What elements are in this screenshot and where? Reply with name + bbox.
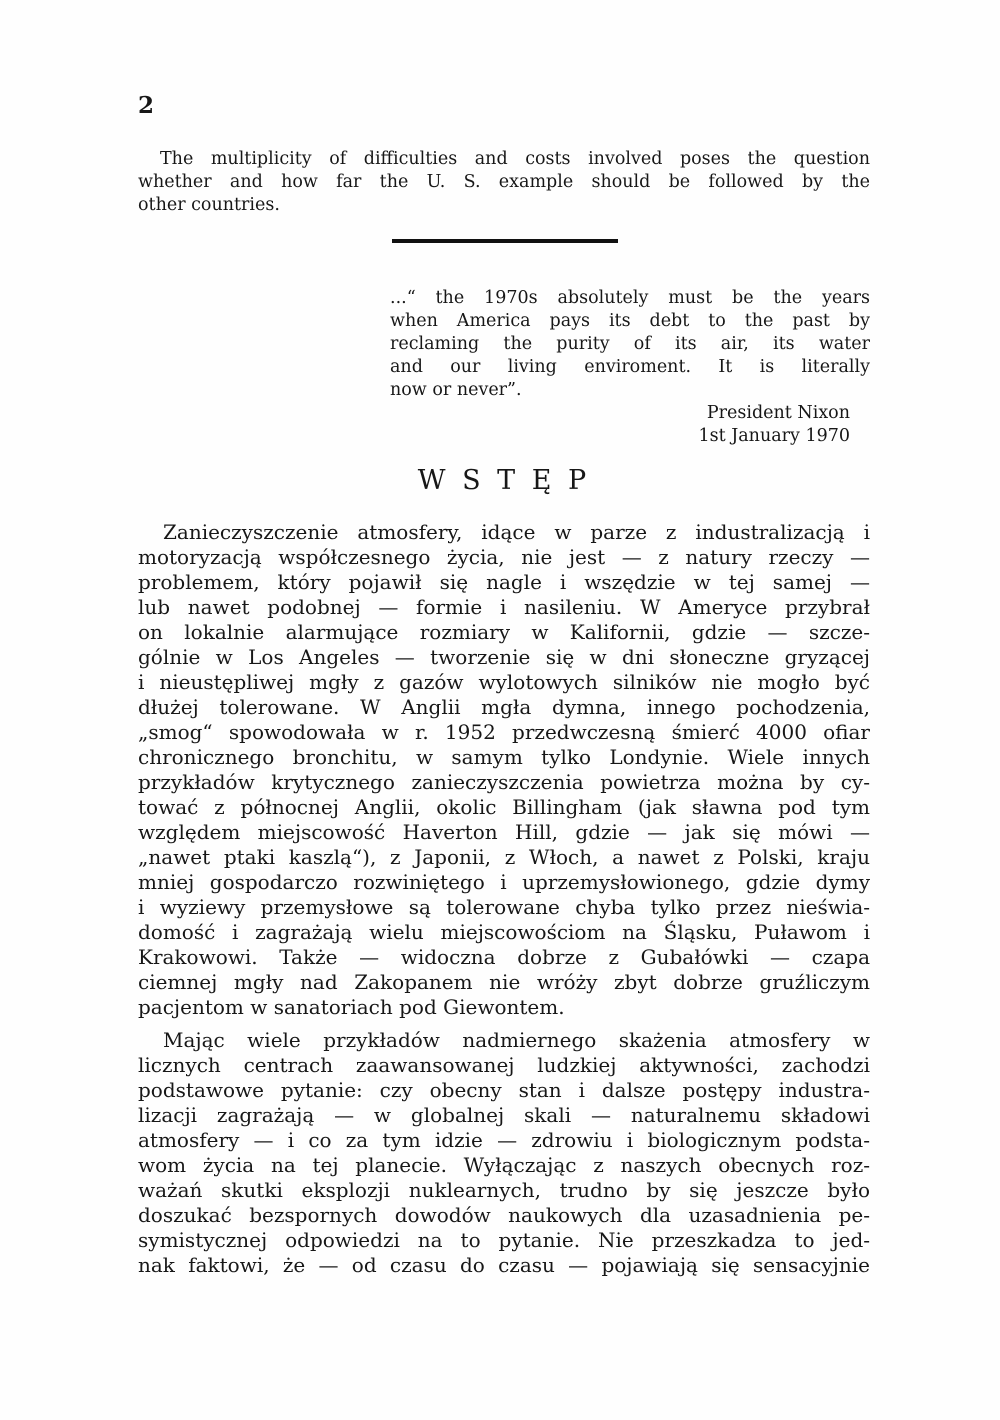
text-line: Mając wiele przykładów nadmiernego skażenia atmosfery w [163,1028,870,1052]
text-line: lizacji zagrażają — w globalnej skali — naturalnemu składowi [138,1103,870,1127]
text-line: nak faktowi, że — od czasu do czasu — pojawiają się sensacyjnie [138,1253,870,1277]
text-line: doszukać bezspornych dowodów naukowych dla uzasadnienia pe- [138,1203,870,1227]
text-line: motoryzacją współczesnego życia, nie jest — z natury rzeczy — [138,545,870,569]
text-line: ...“ the 1970s absolutely must be the years [390,288,870,308]
text-line: dłużej tolerowane. W Anglii mgła dymna, innego pochodzenia, [138,695,870,719]
text-line: ważań skutki eksplozji nuklearnych, trudno by się jeszcze było [138,1178,870,1202]
quote-attribution [138,402,870,448]
page-number: 2 [138,92,155,119]
text-line: now or never”. [390,380,522,400]
text-line: lub nawet podobnej — formie i nasileniu. W Ameryce przybrał [138,595,870,619]
text-line: przykładów krytycznego zanieczyszczenia powietrza można by cy- [138,770,870,794]
text-line: gólnie w Los Angeles — tworzenie się w dni słoneczne gryzącej [138,645,870,669]
text-line: symistycznej odpowiedzi na to pytanie. Nie przeszkadza to jed- [138,1228,870,1252]
text-line: „nawet ptaki kaszlą“), z Japonii, z Włoch, a nawet z Polski, kraju [138,845,870,869]
text-line: i wyziewy przemysłowe są tolerowane chyba tylko przez nieświa- [138,895,870,919]
text-line: pacjentom w sanatoriach pod Giewontem. [138,995,565,1019]
section-divider [392,239,618,243]
text-line: Krakowowi. Także — widoczna dobrze z Gubałówki — czapa [138,945,870,969]
quote-author: President Nixon [706,403,850,423]
text-line: tować z północnej Anglii, okolic Billingham (jak sławna pod tym [138,795,870,819]
text-line: domość i zagrażają wielu miejscowościom na Śląsku, Puławom i [138,920,870,944]
text-line: problemem, który pojawił się nagle i wszędzie w tej samej — [138,570,870,594]
text-line: względem miejscowość Haverton Hill, gdzie — jak się mówi — [138,820,870,844]
text-line: mniej gospodarczo rozwiniętego i uprzemysłowionego, gdzie dymy [138,870,870,894]
body-paragraph-2 [138,1028,870,1278]
text-line: podstawowe pytanie: czy obecny stan i dalsze postępy industra- [138,1078,870,1102]
text-line: „smog“ spowodowała w r. 1952 przedwczesną śmierć 4000 ofiar [138,720,870,744]
text-line: chronicznego bronchitu, w samym tylko Londynie. Wiele innych [138,745,870,769]
text-line: The multiplicity of difficulties and costs involved poses the question [160,149,870,169]
text-line: Zanieczyszczenie atmosfery, idące w parze z industralizacją i [163,520,870,544]
text-line: licznych centrach zaawansowanej ludzkiej aktywności, zachodzi [138,1053,870,1077]
text-line: other countries. [138,195,280,215]
text-line: and our living enviroment. It is literally [390,357,870,377]
text-line: wom życia na tej planecie. Wyłączając z naszych obecnych roz- [138,1153,870,1177]
text-line: on lokalnie alarmujące rozmiary w Kalifornii, gdzie — szcze- [138,620,870,644]
text-line: when America pays its debt to the past by [390,311,870,331]
section-heading: W S T Ę P [417,465,591,496]
body-paragraph-1 [138,520,870,1020]
quote-block [390,287,870,402]
quote-date: 1st January 1970 [698,426,850,446]
text-line: whether and how far the U. S. example should be followed by the [138,172,870,192]
text-line: reclaming the purity of its air, its water [390,334,870,354]
text-line: atmosfery — i co za tym idzie — zdrowiu i biologicznym podsta- [138,1128,870,1152]
text-line: ciemnej mgły nad Zakopanem nie wróży zbyt dobrze gruźliczym [138,970,870,994]
text-line: i nieustępliwej mgły z gazów wylotowych silników nie mogło być [138,670,870,694]
intro-paragraph [138,148,870,217]
